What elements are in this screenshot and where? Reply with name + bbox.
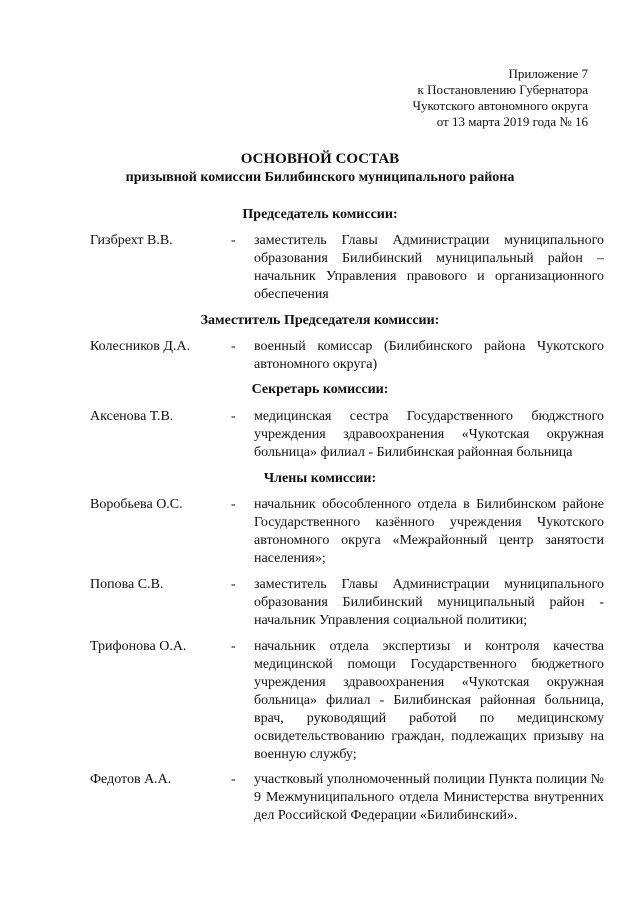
member-role: заместитель Главы Администрации муниципального образования Билибинский муниципальный район - начальник Управления социальной политики; (254, 577, 604, 628)
member-name: Попова С.В. (90, 577, 164, 592)
document-title: ОСНОВНОЙ СОСТАВ (240, 151, 400, 167)
appendix-decree-ref: к Постановлению Губернатора (417, 82, 588, 97)
member-role: военный комиссар (Билибинского района Чукотского автономного округа) (254, 339, 604, 372)
member-name: Воробьева О.С. (90, 497, 183, 512)
section-heading-secretary: Секретарь комиссии: (251, 382, 389, 397)
member-role: заместитель Главы Администрации муниципального образования Билибинский муниципальный район – начальник Управления правового и организационного обеспечения (254, 233, 604, 302)
dash-separator: - (231, 577, 236, 592)
member-name: Аксенова Т.В. (90, 409, 174, 424)
member-role: медицинская сестра Государственного бюджстного учреждения здравоохранения «Чукотская окружная больница» филиал - Билибинская районная больница (254, 409, 604, 460)
dash-separator: - (231, 233, 236, 248)
member-role: участковый уполномоченный полиции Пункта полиции № 9 Межмуниципального отдела Министерства внутренних дел Российской Федерации «Билибинский». (254, 772, 604, 823)
dash-separator: - (231, 497, 236, 512)
member-name: Федотов А.А. (90, 772, 172, 787)
section-heading-members: Члены комиссии: (263, 471, 377, 486)
section-heading-chairman: Председатель комиссии: (242, 207, 398, 222)
appendix-number: Приложение 7 (508, 66, 588, 81)
member-role: начальник отдела экспертизы и контроля качества медицинской помощи Государственного бюджетного учреждения здравоохранения «Чукотская окружная больница» филиал - Билибинская районная больница, врач, руководящий работой по медицинскому освидетельствованию граждан, подлежащих призыву на военную службу; (254, 639, 604, 762)
dash-separator: - (231, 639, 236, 654)
dash-separator: - (231, 409, 236, 424)
dash-separator: - (231, 339, 236, 354)
dash-separator: - (231, 772, 236, 787)
section-heading-deputy: Заместитель Председателя комиссии: (200, 313, 440, 328)
member-role: начальник обособленного отдела в Билибинском районе Государственного казённого учреждения Чукотского автономного округа «Межрайонный центр занятости населения»; (254, 497, 604, 566)
member-name: Трифонова О.А. (90, 639, 187, 654)
appendix-region: Чукотского автономного округа (412, 98, 588, 113)
member-name: Гизбрехт В.В. (90, 233, 173, 248)
appendix-header (360, 66, 588, 130)
appendix-date: от 13 марта 2019 года № 16 (436, 114, 588, 129)
document-subtitle: призывной комиссии Билибинского муниципального района (125, 170, 515, 185)
member-name: Колесников Д.А. (90, 339, 191, 354)
